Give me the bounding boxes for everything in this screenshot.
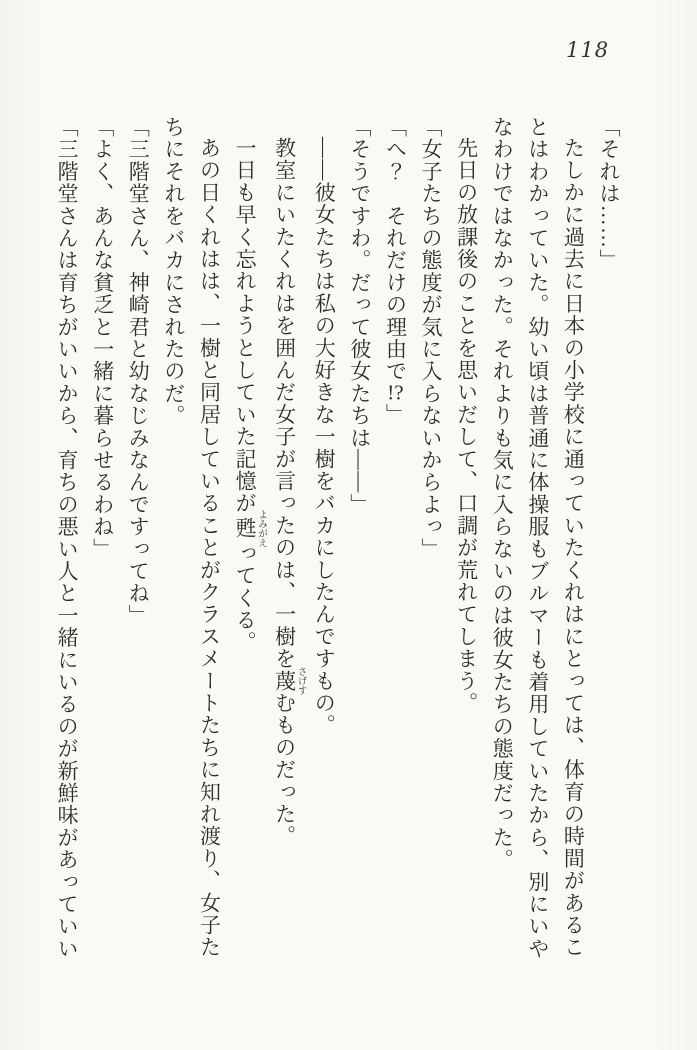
furigana-annotated-kanji: 甦 よみがえ xyxy=(233,509,267,548)
text-column-14: 「三階堂さん、神崎君と幼なじみなんですってね」 xyxy=(126,116,151,627)
text-column-13: ちにそれをバカにされたのだ。 xyxy=(161,116,186,427)
text-column-7: 「へ？ それだけの理由で!?」 xyxy=(383,116,408,426)
page-number: 118 xyxy=(566,38,610,62)
text-column-15: 「よく、あんな貧乏と一緒に暮らせるわね」 xyxy=(90,116,115,560)
text-column-5: 先日の放課後のことを思いだして、口調が荒れてしまう。 xyxy=(454,137,479,715)
text-column-11: 一日も早く忘れようとしていた記憶が甦 よみがえってくる。 xyxy=(233,137,267,654)
furigana-annotated-kanji: 蔑 さげす xyxy=(272,666,306,696)
text-column-3: とはわかっていた。幼い頃は普通に体操服もブルマーも着用していたから、別にいや xyxy=(525,116,550,960)
text-column-1: 「それは……」 xyxy=(597,116,621,272)
text-column-9: ――彼女たちは私の大好きな一樹をバカにしたんですもの。 xyxy=(312,137,337,737)
text-column-12: あの日くれはは、一樹と同居していることがクラスメートたちに知れ渡り、女子た xyxy=(197,137,222,959)
text-column-2: たしかに過去に日本の小学校に通っていたくれはにとっては、体育の時間があるこ xyxy=(561,137,586,959)
text-column-4: なわけではなかった。それよりも気に入らないのは彼女たちの態度だった。 xyxy=(490,116,515,871)
text-columns xyxy=(49,116,627,972)
tate-chu-yoko-exclamation: !? xyxy=(387,382,404,404)
text-column-16: 「三階堂さんは育ちがいいから、育ちの悪い人と一緒にいるのが新鮮味があっていい xyxy=(55,116,80,960)
text-column-10: 教室にいたくれはを囲んだ女子が言ったのは、一樹を蔑 さげすむものだった。 xyxy=(272,137,306,848)
text-column-8: 「そうですわ。だって彼女たちは――」 xyxy=(347,116,372,516)
text-column-6: 「女子たちの態度が気に入らないからよっ」 xyxy=(419,116,444,560)
